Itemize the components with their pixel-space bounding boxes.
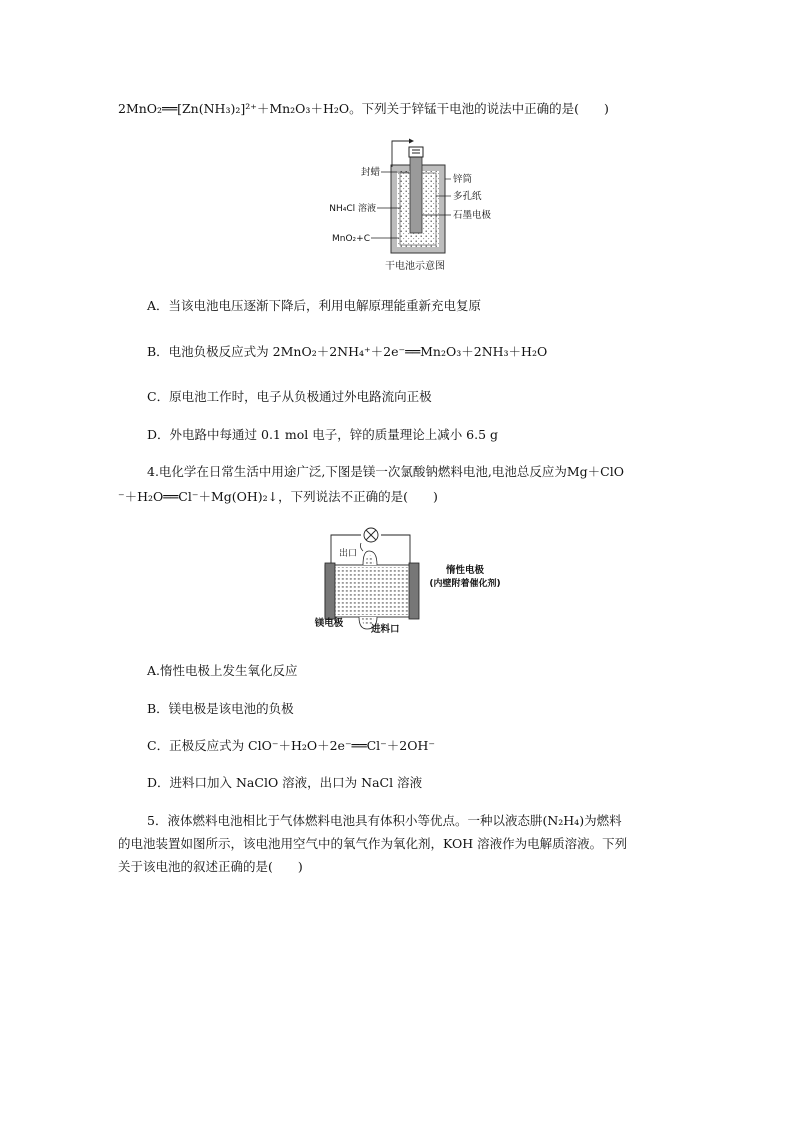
label-nh4cl: NH₄Cl 溶液 [329,204,376,214]
q4-option-a: A.惰性电极上发生氧化反应 [147,663,298,678]
q3-option-c: C．原电池工作时，电子从负极通过外电路流向正极 [147,389,432,404]
inert-electrode [409,563,419,619]
label-inlet: 进料口 [371,624,400,635]
q5-line-3: 关于该电池的叙述正确的是( ) [118,859,303,874]
dry-cell-figure [325,135,505,275]
label-inert-electrode: 惰性电极 [445,565,485,576]
label-graphite: 石墨电极 [453,210,492,221]
q3-option-d: D．外电路中每通过 0.1 mol 电子，锌的质量理论上减小 6.5 g [147,427,499,442]
q3-intro-line: 2MnO₂══[Zn(NH₃)₂]²⁺＋Mn₂O₃＋H₂O。下列关于锌锰干电池的说法中正确的是( ) [118,101,609,116]
q4-option-b: B．镁电极是该电池的负极 [147,701,294,716]
q4-line-2: ⁻＋H₂O══Cl⁻＋Mg(OH)₂↓，下列说法不正确的是( ) [118,489,438,504]
mg-naclo-cell-figure [305,525,520,640]
current-arrow [392,141,409,167]
label-wax: 封蜡 [360,167,380,178]
q4-line-1: 4.电化学在日常生活中用途广泛,下图是镁一次氯酸钠燃料电池,电池总反应为Mg＋ClO [147,464,624,479]
label-porous-paper: 多孔纸 [453,191,482,202]
label-zinc-can: 锌筒 [453,174,473,185]
mg-electrode [325,563,335,619]
label-inert-electrode-note: (内壁附着催化剂) [429,579,501,589]
q4-option-c: C．正极反应式为 ClO⁻＋H₂O＋2e⁻══Cl⁻＋2OH⁻ [147,738,435,753]
graphite-rod [410,153,422,233]
q3-option-a: A．当该电池电压逐渐下降后，利用电解原理能重新充电复原 [147,298,482,313]
figure-caption: 干电池示意图 [385,261,445,272]
q5-line-2: 的电池装置如图所示，该电池用空气中的氧气作为氧化剂，KOH 溶液作为电解质溶液。下列 [118,836,628,851]
q4-option-d: D．进料口加入 NaClO 溶液，出口为 NaCl 溶液 [147,775,423,790]
q3-option-b: B．电池负极反应式为 2MnO₂＋2NH₄⁺＋2e⁻══Mn₂O₃＋2NH₃＋H₂O [147,344,548,359]
q5-line-1: 5．液体燃料电池相比于气体燃料电池具有体积小等优点。一种以液态肼(N₂H₄)为燃料 [147,813,622,828]
label-mno2c: MnO₂+C [332,234,370,244]
terminal-cap [409,147,423,157]
label-outlet: 出口 [339,549,358,559]
label-mg-electrode: 镁电极 [314,618,344,629]
